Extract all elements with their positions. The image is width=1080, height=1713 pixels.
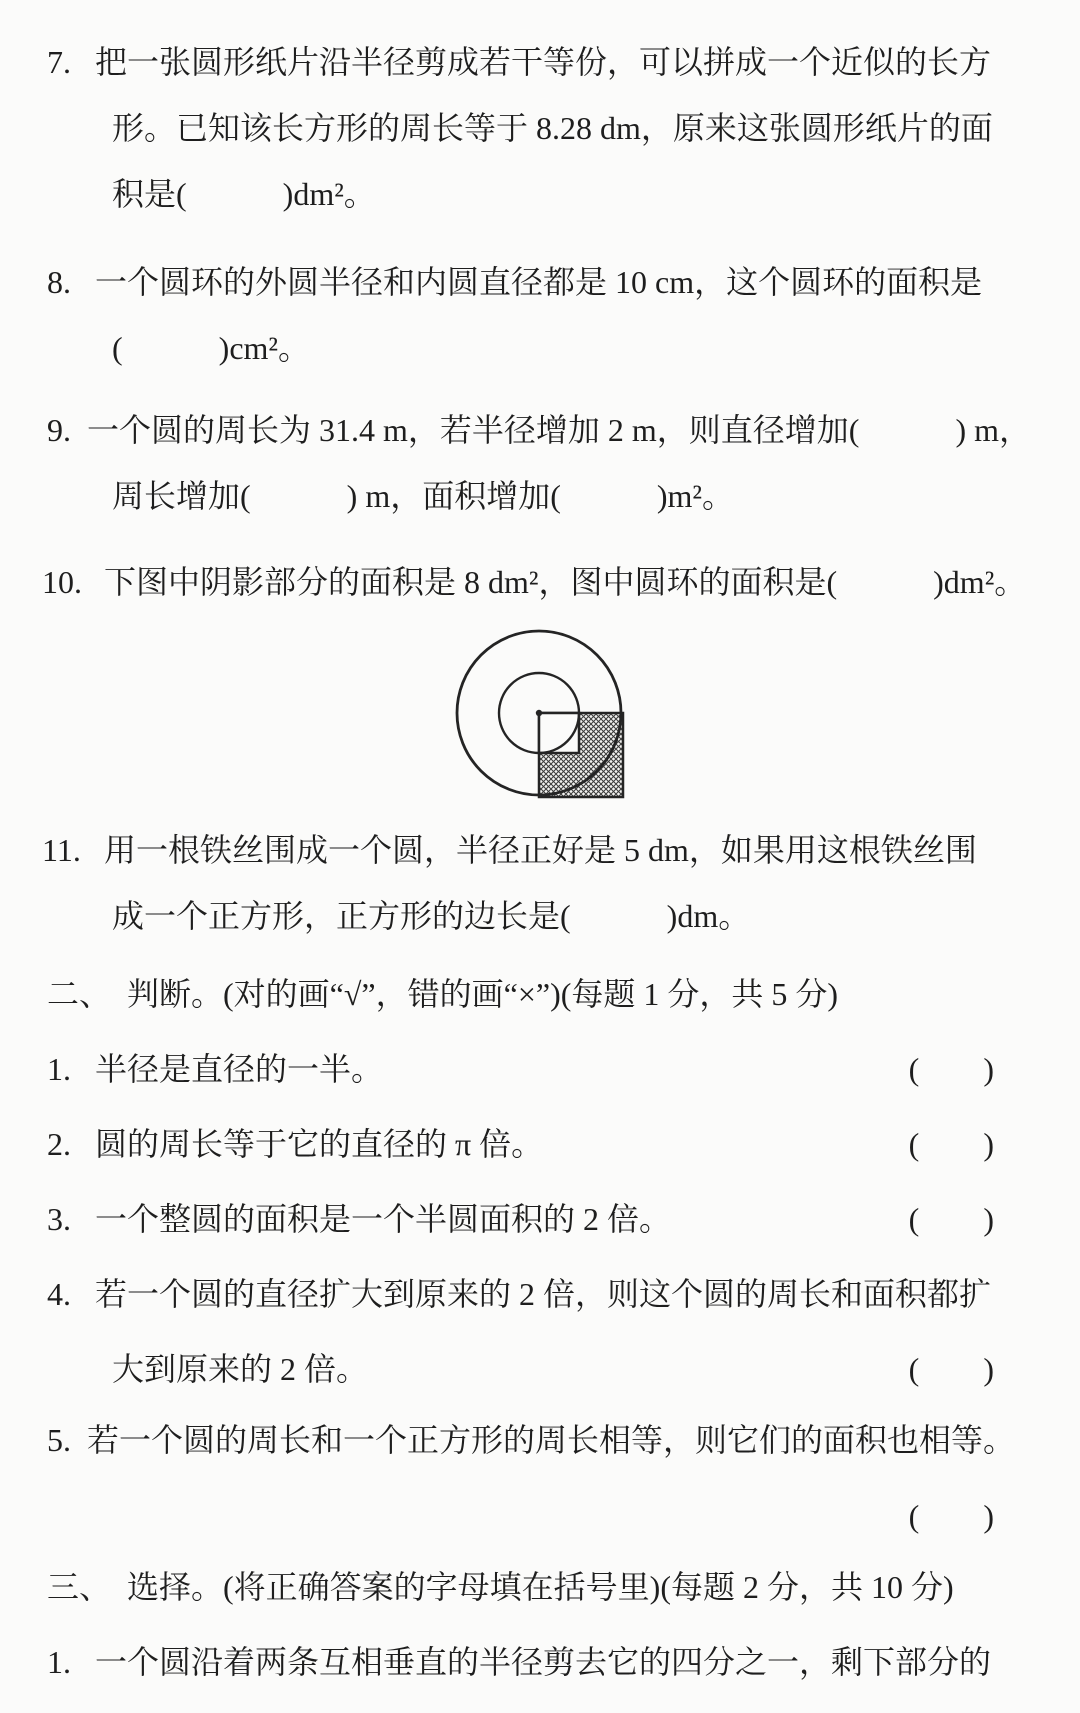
- q9-number: 9.: [47, 412, 71, 448]
- judge-5-answer-parentheses: ( ): [908, 1498, 994, 1534]
- q11-text-1: 用一根铁丝围成一个圆，半径正好是 5 dm，如果用这根铁丝围: [104, 832, 977, 868]
- judge-item-4-line2: [0, 1332, 1080, 1407]
- q8-number: 8.: [47, 264, 71, 300]
- judge-heading-text: 二、 判断。(对的画“√”，错的画“×”)(每题 1 分，共 5 分): [47, 976, 839, 1012]
- judge-item-2: [0, 1107, 1080, 1182]
- judge-5-number: 5.: [47, 1422, 71, 1458]
- q10-number: 10.: [42, 564, 82, 600]
- judge-3-number: 3.: [47, 1201, 71, 1237]
- judge-item-2-content: [47, 1107, 543, 1182]
- fill-q9-line2: [0, 463, 1080, 529]
- judge-item-3: [0, 1182, 1080, 1257]
- choice-heading-text: 三、 选择。(将正确答案的字母填在括号里)(每题 2 分，共 10 分): [47, 1569, 954, 1605]
- judge-3-answer-parentheses: ( ): [908, 1201, 994, 1237]
- fill-q8-line2: [0, 315, 1080, 381]
- judge-item-5-paren-line: [0, 1479, 1080, 1554]
- q8-text-1: 一个圆环的外圆半径和内圆直径都是 10 cm，这个圆环的面积是: [95, 264, 983, 300]
- judge-2-text: 圆的周长等于它的直径的 π 倍。: [95, 1126, 544, 1162]
- judge-3-text: 一个整圆的面积是一个半圆面积的 2 倍。: [95, 1201, 672, 1237]
- choice-section-heading: [0, 1554, 1080, 1620]
- annulus-shaded-square-figure: [451, 629, 629, 799]
- judge-item-1-content: [47, 1032, 383, 1107]
- figure-row: [0, 629, 1080, 799]
- q10-text-with-blank: 下图中阴影部分的面积是 8 dm²，图中圆环的面积是( )dm²。: [104, 564, 1027, 600]
- judge-5-text: 若一个圆的周长和一个正方形的周长相等，则它们的面积也相等。: [87, 1422, 1016, 1458]
- fill-q10-line1: [0, 549, 1080, 615]
- judge-4-text-2: 大到原来的 2 倍。: [112, 1351, 369, 1387]
- center-dot: [536, 710, 542, 716]
- q11-text-2-with-blank: 成一个正方形，正方形的边长是( )dm。: [112, 898, 751, 934]
- q9-text-1-with-blank: 一个圆的周长为 31.4 m，若半径增加 2 m，则直径增加( ) m，: [87, 412, 1031, 448]
- judge-1-number: 1.: [47, 1051, 71, 1087]
- judge-item-4-line1: [0, 1257, 1080, 1332]
- fill-q11-line1: [0, 817, 1080, 883]
- q7-number: 7.: [47, 44, 71, 80]
- choice-1-text: 一个圆沿着两条互相垂直的半径剪去它的四分之一，剩下部分的: [95, 1644, 992, 1680]
- judge-item-5-line1: [0, 1407, 1080, 1473]
- q7-text-1: 把一张圆形纸片沿半径剪成若干等份，可以拼成一个近似的长方: [95, 44, 992, 80]
- fill-q11-line2: [0, 883, 1080, 949]
- judge-4-answer-parentheses: ( ): [908, 1351, 994, 1387]
- fill-q7-line3: [0, 161, 1080, 227]
- fill-q7-line1: [0, 29, 1080, 95]
- judge-4-number: 4.: [47, 1276, 71, 1312]
- judge-section-heading: [0, 957, 1080, 1032]
- judge-2-number: 2.: [47, 1126, 71, 1162]
- judge-2-answer-parentheses: ( ): [908, 1126, 994, 1162]
- q7-text-3-with-blank: 积是( )dm²。: [112, 176, 376, 212]
- q8-text-2-with-blank: ( )cm²。: [112, 330, 311, 366]
- q9-text-2-with-blanks: 周长增加( ) m，面积增加( )m²。: [112, 478, 735, 514]
- judge-item-1: [0, 1032, 1080, 1107]
- fill-q7-line2: [0, 95, 1080, 161]
- fill-q8-line1: [0, 249, 1080, 315]
- q11-number: 11.: [42, 832, 81, 868]
- choice-1-number: 1.: [47, 1644, 71, 1680]
- choice-q1-line1: [0, 1625, 1080, 1700]
- judge-item-3-content: [47, 1182, 671, 1257]
- judge-1-text: 半径是直径的一半。: [95, 1051, 384, 1087]
- judge-1-answer-parentheses: ( ): [908, 1051, 994, 1087]
- q7-text-2: 形。已知该长方形的周长等于 8.28 dm，原来这张圆形纸片的面: [112, 110, 993, 146]
- judge-4-text-1: 若一个圆的直径扩大到原来的 2 倍，则这个圆的周长和面积都扩: [95, 1276, 992, 1312]
- fill-q9-line1: [0, 397, 1080, 463]
